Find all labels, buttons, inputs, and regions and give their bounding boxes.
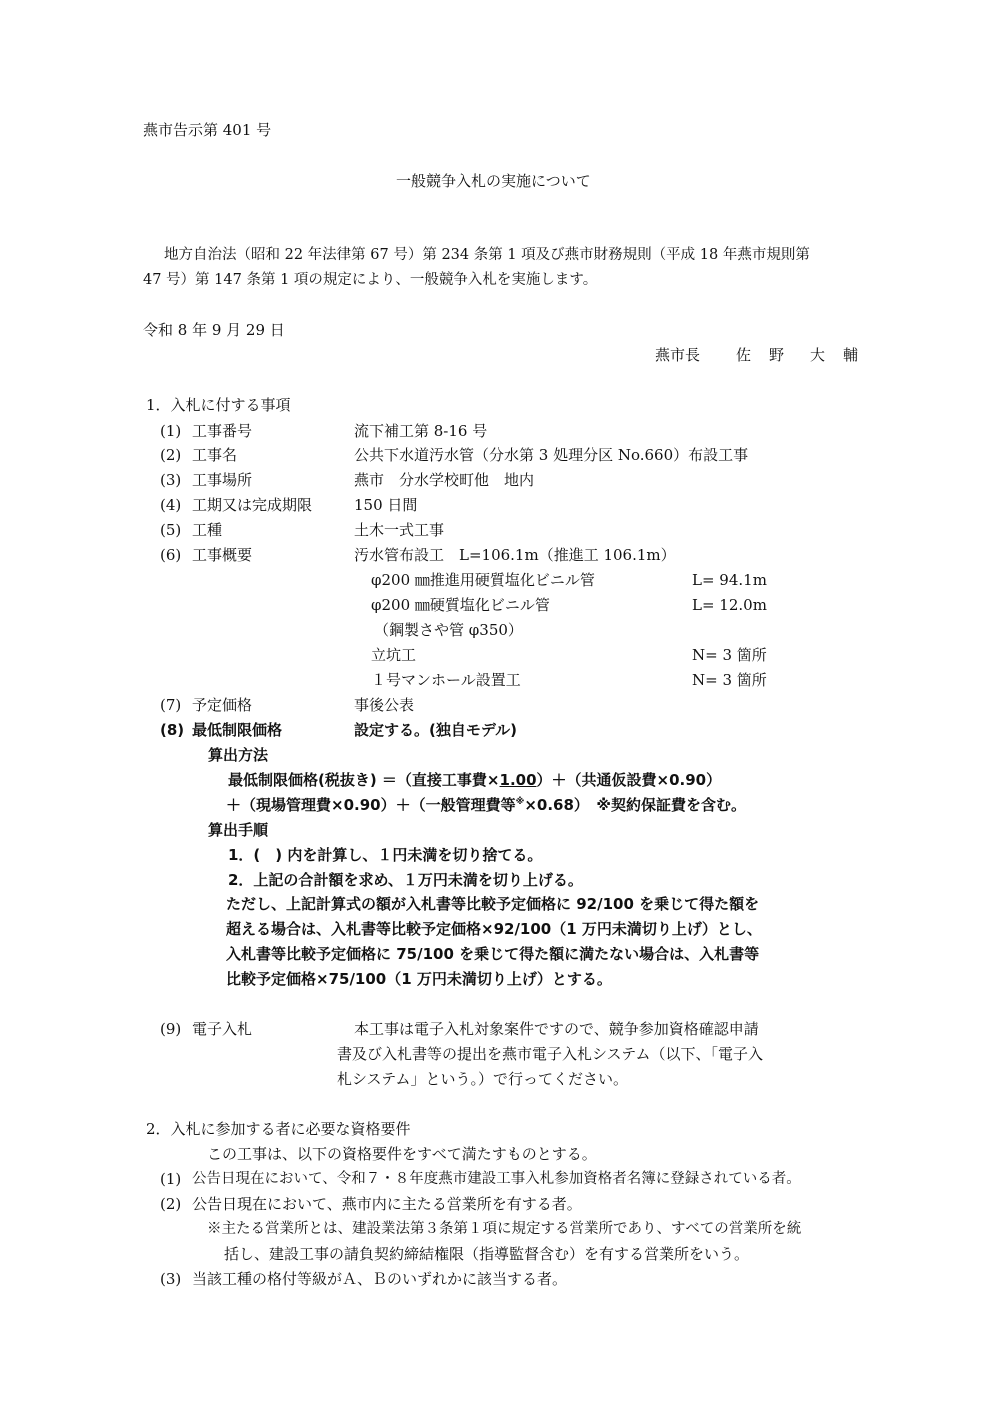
notice-date: 令和 8 年 9 月 29 日 bbox=[143, 321, 285, 339]
item-label: 工事場所 bbox=[192, 471, 253, 489]
requirement-number: (3) bbox=[160, 1270, 182, 1288]
item-number: (6) bbox=[160, 546, 182, 564]
e-bid-line-3: 札システム」という。）で行ってください。 bbox=[337, 1070, 629, 1088]
signer-name-char-4: 輔 bbox=[843, 346, 859, 364]
section-1-heading: 1．入札に付する事項 bbox=[146, 396, 291, 414]
item-label: 工期又は完成期限 bbox=[192, 496, 313, 514]
item-number: (8) bbox=[160, 721, 185, 739]
calc-note-line-4: 比較予定価格×75/100（1 万円未満切り上げ）とする。 bbox=[226, 970, 612, 988]
overview-qty: L= 12.0m bbox=[692, 596, 767, 614]
item-label: 工事番号 bbox=[192, 422, 253, 440]
preamble-line-1: 地方自治法（昭和 22 年法律第 67 号）第 234 条第 1 項及び燕市財務規則（平成 18 年燕市規則第 bbox=[164, 247, 810, 263]
overview-name: φ200 ㎜硬質塩化ビニル管 bbox=[371, 596, 550, 614]
calc-formula-line-2: ＋（現場管理費×0.90）＋（一般管理費等※×0.68） ※契約保証費を含む。 bbox=[226, 796, 747, 814]
item-value: 150 日間 bbox=[354, 496, 418, 514]
item-value: 公共下水道汚水管（分水第 3 処理分区 No.660）布設工事 bbox=[354, 446, 749, 464]
requirement-note-line-1: ※主たる営業所とは、建設業法第３条第１項に規定する営業所であり、すべての営業所を統 bbox=[207, 1221, 802, 1237]
item-value: 燕市 分水学校町他 地内 bbox=[354, 471, 535, 489]
overview-name: （鋼製さや管 φ350） bbox=[374, 621, 523, 639]
calc-formula-line-1: 最低制限価格(税抜き) ＝（直接工事費×1.00）＋（共通仮設費×0.90） bbox=[228, 771, 722, 789]
item-number: (1) bbox=[160, 422, 182, 440]
calc-step-1: 1．( ) 内を計算し、１円未満を切り捨てる。 bbox=[228, 846, 543, 864]
item-number: (2) bbox=[160, 446, 182, 464]
requirement-number: (1) bbox=[160, 1170, 182, 1188]
e-bid-line-1: 本工事は電子入札対象案件ですので、競争参加資格確認申請 bbox=[354, 1020, 759, 1038]
item-label: 工事名 bbox=[192, 446, 238, 464]
item-number: (3) bbox=[160, 471, 182, 489]
section-2-heading: 2．入札に参加する者に必要な資格要件 bbox=[146, 1120, 411, 1138]
overview-name: 立坑工 bbox=[371, 646, 417, 664]
item-value: 土木一式工事 bbox=[354, 521, 445, 539]
overview-qty: N= 3 箇所 bbox=[692, 646, 767, 664]
signer-name-char-2: 野 bbox=[769, 346, 785, 364]
item-label: 工種 bbox=[192, 521, 223, 539]
item-label: 電子入札 bbox=[192, 1020, 253, 1038]
item-value: 汚水管布設工 L=106.1m（推進工 106.1m） bbox=[354, 546, 676, 564]
calc-step-2: 2．上記の合計額を求め、１万円未満を切り上げる。 bbox=[228, 871, 583, 889]
overview-qty: N= 3 箇所 bbox=[692, 671, 767, 689]
signer-name-char-3: 大 bbox=[810, 346, 826, 364]
item-number: (5) bbox=[160, 521, 182, 539]
item-value: 設定する。(独自モデル) bbox=[354, 721, 517, 739]
overview-name: １号マンホール設置工 bbox=[371, 671, 521, 689]
signer-name-char-1: 佐 bbox=[736, 346, 752, 364]
e-bid-line-2: 書及び入札書等の提出を燕市電子入札システム（以下、「電子入 bbox=[337, 1045, 764, 1063]
requirement-text: 公告日現在において、燕市内に主たる営業所を有する者。 bbox=[192, 1195, 582, 1213]
signer-title: 燕市長 bbox=[655, 346, 701, 364]
section-2-intro: この工事は、以下の資格要件をすべて満たすものとする。 bbox=[207, 1145, 597, 1163]
requirement-note-line-2: 括し、建設工事の請負契約締結権限（指導監督含む）を有する営業所をいう。 bbox=[224, 1245, 750, 1263]
requirement-number: (2) bbox=[160, 1195, 182, 1213]
document-title: 一般競争入札の実施について bbox=[396, 172, 591, 190]
item-value: 流下補工第 8-16 号 bbox=[354, 422, 488, 440]
overview-qty: L= 94.1m bbox=[692, 571, 767, 589]
item-label: 工事概要 bbox=[192, 546, 253, 564]
item-number: (9) bbox=[160, 1020, 182, 1038]
calc-note-line-2: 超える場合は、入札書等比較予定価格×92/100（1 万円未満切り上げ）とし、 bbox=[226, 920, 762, 938]
notice-number: 燕市告示第 401 号 bbox=[143, 121, 272, 139]
item-label: 予定価格 bbox=[192, 696, 253, 714]
item-number: (7) bbox=[160, 696, 182, 714]
calc-method-heading: 算出方法 bbox=[208, 746, 269, 764]
item-label: 最低制限価格 bbox=[192, 721, 283, 739]
item-value: 事後公表 bbox=[354, 696, 415, 714]
calc-procedure-heading: 算出手順 bbox=[208, 821, 269, 839]
requirement-text: 当該工種の格付等級がＡ、Ｂのいずれかに該当する者。 bbox=[192, 1270, 568, 1288]
calc-note-line-1: ただし、上記計算式の額が入札書等比較予定価格に 92/100 を乗じて得た額を bbox=[226, 895, 760, 913]
calc-note-line-3: 入札書等比較予定価格に 75/100 を乗じて得た額に満たない場合は、入札書等 bbox=[226, 945, 760, 963]
preamble-line-2: 47 号）第 147 条第 1 項の規定により、一般競争入札を実施します。 bbox=[143, 272, 598, 288]
item-number: (4) bbox=[160, 496, 182, 514]
overview-name: φ200 ㎜推進用硬質塩化ビニル管 bbox=[371, 571, 595, 589]
requirement-text: 公告日現在において、令和７・８年度燕市建設工事入札参加資格者名簿に登録されている者。 bbox=[192, 1171, 801, 1187]
